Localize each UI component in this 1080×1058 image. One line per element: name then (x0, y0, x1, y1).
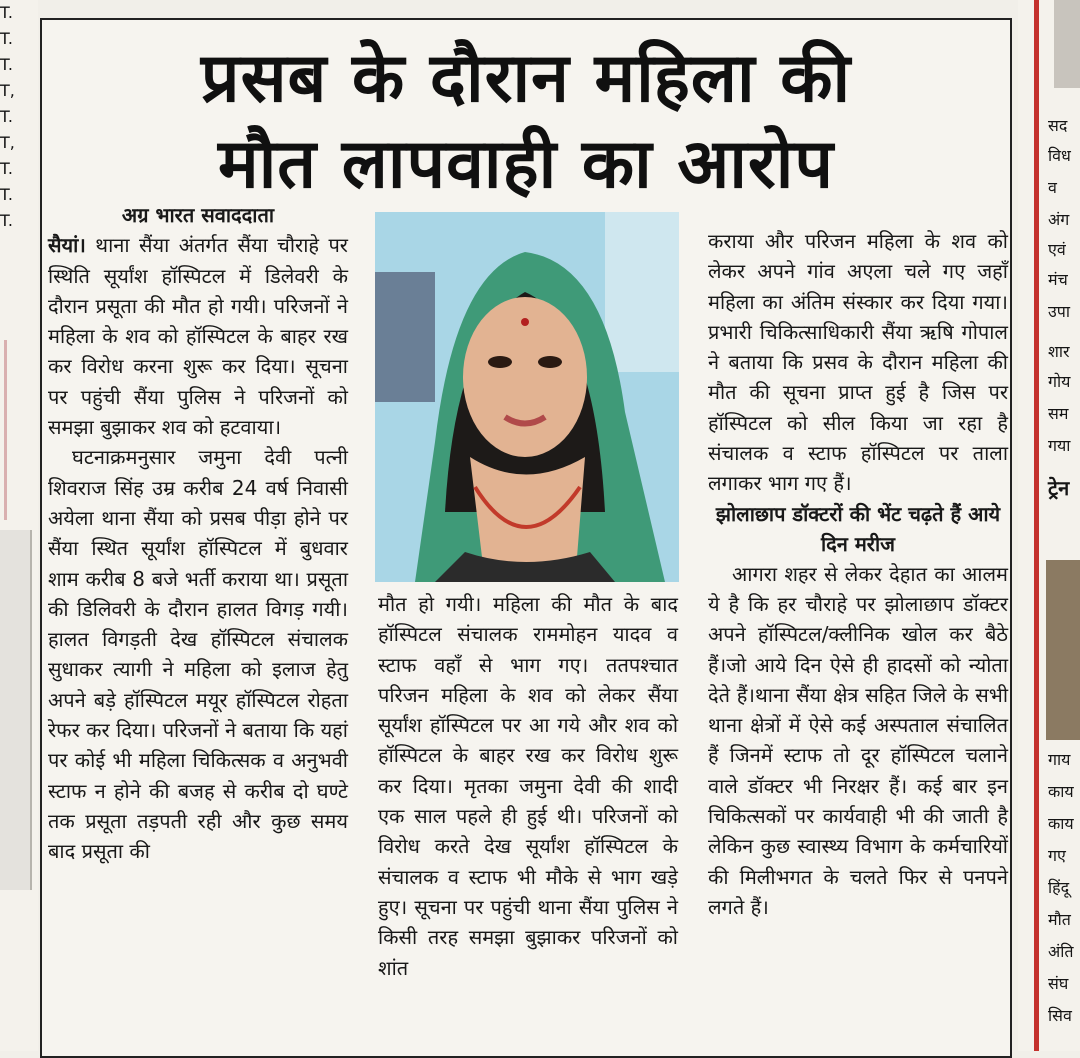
right-fragment: सम (1048, 404, 1069, 423)
portrait-image (375, 212, 679, 582)
headline (42, 36, 1010, 208)
right-fragment: मौत (1048, 910, 1071, 929)
left-fragment: T. (0, 55, 13, 74)
right-fragment: हिंदू (1048, 878, 1070, 897)
subheading: झोलाछाप डॉक्टरों की भेंट चढ़ते हैं आये दिन मरीज (715, 501, 1001, 556)
left-fragment: T. (0, 107, 13, 126)
right-fragment: ट्रेन (1048, 476, 1070, 500)
lead-text: थाना सैंया अंतर्गत सैंया चौराहे पर स्थिति सूर्यांश हॉस्पिटल में डिलेवरी के दौरान प्रसूता की मौत हो गयी। परिजनों ने महिला के शव को हॉस्पिटल के बाहर रख कर विरोध करना शुरू कर दिया। सूचना पर पहुंची सैंया पुलिस ने परिजनों को समझा बुझाकर शव को हटवाया। (48, 233, 348, 440)
right-fragment: संघ (1048, 974, 1069, 993)
left-fragment: T. (0, 3, 13, 22)
right-fragment: एवं (1048, 240, 1066, 259)
adjacent-image-right (1046, 560, 1080, 740)
body-paragraph: मौत हो गयी। महिला की मौत के बाद हॉस्पिटल संचालक राममोहन यादव व स्टाफ वहाँ से भाग गए। ततपश्चात परिजन महिला के शव को लेकर सैंया सूर्यांश हॉस्पिटल पर आ गये और शव को हॉस्पिटल के बाहर रख कर विरोध शुरू कर दिया। मृतका जमुना देवी की शादी एक साल पहले ही हुई थी। परिजनों को विरोध करते देख सूर्यांश हॉस्पिटल के संचालक व स्टाफ भी मौके से भाग खड़े हुए। सूचना पर पहुंची थाना सैंया पुलिस ने किसी तरह समझा बुझाकर परिजनों को शांत (378, 592, 678, 980)
right-fragment: विध (1048, 146, 1071, 165)
byline: अग्र भारत सवाददाता (121, 203, 275, 227)
adjacent-image-right-top (1054, 0, 1080, 88)
body-paragraph: आगरा शहर से लेकर देहात का आलम ये है कि हर चौराहे पर झोलाछाप डॉक्टर अपने हॉस्पिटल/क्लीनिक खोल कर बैठे हैं।जो आये दिन ऐसे ही हादसों को न्योता देते हैं।थाना सैंया क्षेत्र सहित जिले के सभी थाना क्षेत्रों में ऐसे कई अस्पताल संचालित हैं जिनमें स्टाफ तो दूर हॉस्पिटल चलाने वाले डॉक्टर भी निरक्षर हैं। कई बार इन चिकित्सकों पर कार्यवाही भी की जाती है लेकिन कुछ स्वास्थ्य विभाग के कर्मचारियों की मिलीभगत के चलते फिर से पनपने लगते हैं। (708, 561, 1008, 919)
article-column-2 (378, 589, 678, 983)
left-fragment: T. (0, 29, 13, 48)
headline-line-1: प्रसब के दौरान महिला की (200, 39, 852, 118)
left-fragment: T. (0, 159, 13, 178)
article-column-1 (48, 200, 348, 867)
right-fragment: गया (1048, 436, 1071, 455)
right-fragment: काय (1048, 814, 1074, 833)
right-fragment: व (1048, 178, 1057, 197)
news-article (40, 18, 1012, 1058)
right-fragment: गाय (1048, 750, 1071, 769)
left-fragment: T. (0, 211, 13, 230)
article-column-3 (708, 226, 1008, 922)
adjacent-image-left (0, 530, 32, 890)
column-rule (4, 340, 7, 520)
left-fragment: T, (0, 81, 15, 100)
body-paragraph: कराया और परिजन महिला के शव को लेकर अपने गांव अएला चले गए जहाँ महिला का अंतिम संस्कार कर दिया गया। प्रभारी चिकित्साधिकारी सैंया ऋषि गोपाल ने बताया कि प्रसव के दौरान महिला की मौत की सूचना प्राप्त हुई है जिस पर हॉस्पिटल को सील किया जा रहा है संचालक व स्टाफ हॉस्पिटल पर ताला लगाकर भाग गए हैं। (708, 229, 1008, 496)
lead-paragraph (48, 230, 348, 442)
right-fragment: अंग (1048, 210, 1070, 229)
right-fragment: अंति (1048, 942, 1074, 961)
right-fragment: काय (1048, 782, 1074, 801)
right-fragment: मंच (1048, 270, 1068, 289)
dateline: सैयां। (48, 233, 86, 258)
right-fragment: उपा (1048, 302, 1071, 321)
left-fragment: T, (0, 133, 15, 152)
headline-line-2: मौत लापवाही का आरोप (218, 125, 834, 204)
red-column-rule (1034, 0, 1039, 1051)
right-fragment: शार (1048, 342, 1070, 361)
adjacent-column-left (0, 0, 38, 1051)
right-fragment: सद (1048, 116, 1068, 135)
right-fragment: गए (1048, 846, 1066, 865)
body-paragraph: घटनाक्रमनुसार जमुना देवी पत्नी शिवराज सिंह उम्र करीब 24 वर्ष निवासी अयेला थाना सैंया को प्रसब पीड़ा होने पर सैंया स्थित सूर्यांश हॉस्पिटल में बुधवार शाम करीब 8 बजे भर्ती कराया था। प्रसूता की डिलिवरी के दौरान हालत विगड़ गयी। हालत विगड़ती देख हॉस्पिटल संचालक सुधाकर त्यागी ने महिला को इलाज हेतु अपने बड़े हॉस्पिटल मयूर हॉस्पिटल रोहता रेफर कर दिया। परिजनों ने बताया कि यहां पर कोई भी महिला चिकित्सक व अनुभवी स्टाफ न होने की बजह से करीब दो घण्टे तक प्रसूता तड़पती रही और कुछ समय बाद प्रसूता की (48, 445, 348, 864)
right-fragment: गोय (1048, 372, 1071, 391)
woman-photo (375, 212, 679, 582)
adjacent-column-right (1018, 0, 1080, 1051)
left-fragment: T. (0, 185, 13, 204)
right-fragment: सिव (1048, 1006, 1072, 1025)
